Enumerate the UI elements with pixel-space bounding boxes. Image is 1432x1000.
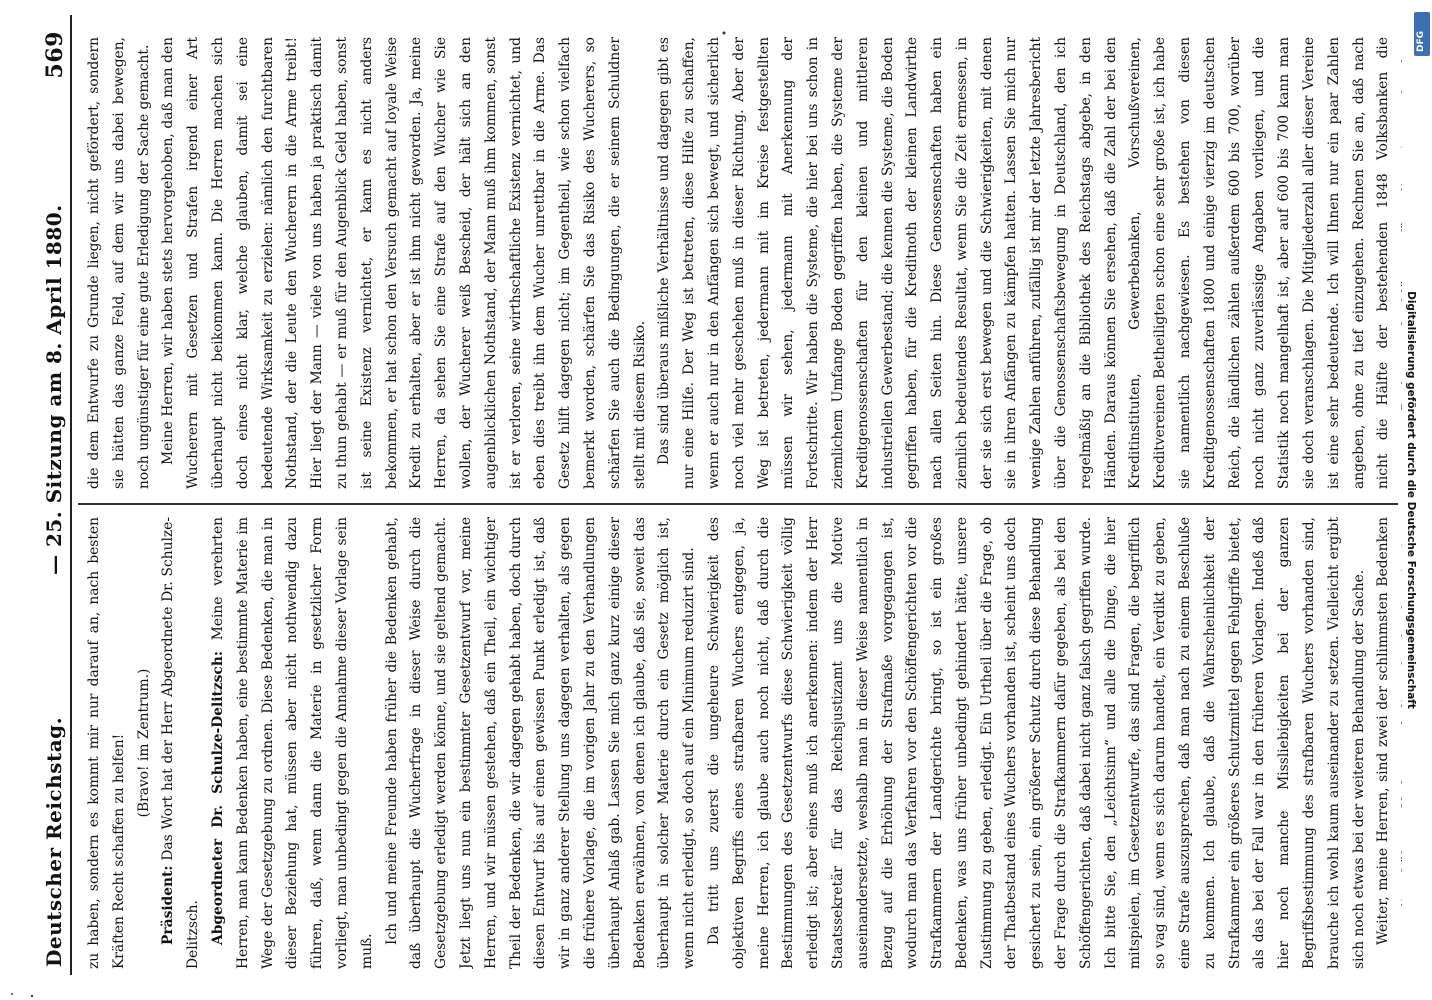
speaker-label: Präsident: — [160, 865, 177, 945]
header-title: Deutscher Reichstag. — [42, 716, 66, 967]
paragraph: Weiter, meine Herren, sind zwei der schlimmsten Bedenken — [1375, 517, 1392, 945]
dfg-logo: DFG — [1414, 12, 1430, 56]
speaker-text: Das Wort hat der Herr Abgeordnete Dr. Schulze-Delitzsch. — [160, 517, 202, 969]
column-divider — [78, 503, 1398, 505]
paragraph-speaker — [206, 517, 380, 969]
speaker-text: Meine verehrten Herren, man kann Bedenken haben, eine bestimmte Materie im Wege der Gesetzgebung zu ordnen. Diese Bedenken, die man in dieser Beziehung hat, müssen aber nicht nothwendig dazu führen, daß, wenn dann die Materie in gesetzlicher Form vorliegt, man unbedingt gegen die Annahme dieser Vorlage sein muß. — [209, 517, 375, 969]
paragraph: zu haben, sondern es kommt mir nur darauf an, nach besten Kräften Recht schaffen zu helfen! — [86, 517, 127, 969]
paragraph: Ich und meine Freunde haben früher die Bedenken gehabt, daß überhaupt die Wucherfrage in dieser Weise durch die Gesetzgebung erledigt werden könne, und sie geltend gemacht. Jetzt liegt uns nun ein bestimmter Gesetzentwurf vor, meine Herren, und wir müssen gestehen, daß ein Theil, ein wichtiger Theil der Bedenken, die wir dagegen gehabt haben, doch durch diesen Entwurf bis auf einen gewissen Punkt erledigt ist, daß wir in ganz anderer Stellung uns dagegen verhalten, als gegen die frühere Vorlage, die im vorigen Jahr zu den Verhandlungen überhaupt Anlaß gab. Lassen Sie mich ganz kurz einige dieser Bedenken erwähnen, von denen ich glaube, daß sie, soweit das überhaupt in solcher Materie durch ein Gesetz möglich ist, wenn nicht erledigt, so doch auf ein Minimum reduzirt sind. — [383, 517, 698, 969]
speaker-label: Abgeordneter Dr. Schulze-Delitzsch: — [209, 651, 226, 945]
header-rule — [70, 15, 72, 975]
header-session: — 25. Sitzung am 8. April 1880. — [42, 204, 66, 575]
credit-text: Digitalisierung gefördert durch die Deutsche Forschungsgemeinschaft — [1405, 291, 1417, 709]
rotated-page-content — [26, 15, 1426, 975]
digitization-credit — [1405, 291, 1429, 709]
applause-note: (Bravo! im Zentrum.) — [135, 668, 152, 818]
paragraph: Da tritt uns zuerst die ungeheure Schwierigkeit des objektiven Begriffs eines strafbaren Wuchers entgegen, ja, meine Herren, ich glaube auch noch nicht, daß durch die Bestimmungen des Gesetzentwurfs diese Schwierigkeit völlig erledigt ist; aber eines muß ich anerkennen: indem der Herr Staatssekretär für das Reichsjustizamt uns die Motive auseinandersetzte, weshalb man in dieser Weise namentlich in Bezug auf die Erhöhung der Strafmaße vorgegangen ist, wodurch man das Verfahren vor den Schöffengerichten vor die Strafkammern der Landgerichte bringt, so ist ein großes Bedenken, was uns früher unbedingt gehindert hätte, unsere Zustimmung zu geben, erledigt. Ein Urtheil über die Frage, ob der Thatbestand eines Wuchers vorhanden ist, scheint uns doch gesichert zu sein, ein größerer Schutz durch diese Behandlung der Frage durch die Strafkammern dafür gegeben, als bei den Schöffengerichten, daß dabei nicht ganz falsch gegriffen wurde. Ich bitte Sie, den „Leichtsinn“ und alle die Dinge, die hier mitspielen, im Gesetzentwurfe, das sind Fragen, die begrifflich so vag sind, wenn es sich darum handelt, ein Verdikt zu geben, eine Strafe auszusprechen, daß man nach zu einem Beschluße zu kommen. Ich glaube, daß die Wahrscheinlichkeit der Strafkammer ein größeres Schutzmittel gegen Fehlgriffe bietet, als das bei der Fall war in den früheren Vorlagen. Indeß daß hier noch manche Missliebigkeiten bei der ganzen Begriffsbestimmung des strafbaren Wuchers vorhanden sind, brauche ich wohl kaum auseinander zu setzen. Vielleicht ergibt sich noch etwas bei der weiteren Behandlung der Sache. — [705, 517, 1367, 969]
paragraph-president — [156, 517, 206, 969]
running-header — [38, 15, 72, 975]
paragraph: Das sind überaus mißliche Verhältnisse und dagegen gibt es nur eine Hilfe. Der Weg ist betreten, diese Hilfe zu schaffen, wenn er auch nur in den Anfängen sich bewegt, und sicherlich noch viel mehr geschehen muß in dieser Richtung. Aber der Weg ist betreten, jedermann mit im Kreise festgestellten müssen wir sehen, jedermann mit Anerkennung der Fortschritte. Wir haben die Systeme, die hier bei uns schon in ziemlichem Umfange Boden gegriffen haben, die Systeme der Kreditgenossenschaften für den kleinen und mittleren industriellen Gewerbestand; die kennen die Systeme, die Boden gegriffen haben, für die Kreditnoth der kleinen Landwirthe nach allen Seiten hin. Diese Genossenschaften haben ein ziemlich bedeutendes Resultat, wenn Sie die Zeit ermessen, in der sie sich erst bewegen und die Schwierigkeiten, mit denen sie in ihren Anfängen zu kämpfen hatten. Lassen Sie mich nur wenige Zahlen anführen, zufällig ist mir der letzte Jahresbericht über die Genossenschaftsbewegung in Deutschland, den ich regelmäßig an die Bibliothek des Reichstags abgebe, in den Händen. Daraus können Sie ersehen, daß die Zahl der bei den Kreditinstituten, Gewerbebanken, Vorschußvereinen, Kreditvereinen Betheiligten schon eine sehr große ist, ich habe sie namentlich nachgewiesen. Es bestehen von diesen Kreditgenossenschaften 1800 und einige vierzig im deutschen Reich, die ländlichen zählen außerdem 600 bis 700, worüber noch nicht ganz zuverlässige Angaben vorliegen, und die Statistik noch mangelhaft ist, aber auf 600 bis 700 kann man sie doch veranschlagen. Die Mitgliederzahl aller dieser Vereine ist eine sehr bedeutende. Ich will Ihnen nur ein paar Zahlen angeben, ohne zu tief einzugehen. Rechnen Sie an, daß nach nicht die Hälfte der bestehenden 1848 Volksbanken die — [656, 37, 1392, 489]
right-column — [82, 37, 1402, 489]
page-number: 569 — [42, 31, 68, 79]
paragraph: Meine Herren, wir haben stets hervorgehoben, daß man den Wucherern mit Gesetzen und Strafen irgend einer Art überhaupt nicht beikommen kann. Die Herren machen sich doch eines nicht klar, welche glauben, damit sei eine bedeutende Wirksamkeit zu erzielen: nämlich den furchtbaren Nothstand, der die Leute den Wucherern in die Arme treibt! Hier liegt der Mann — viele von uns haben ja praktisch damit zu thun gehabt — er muß für den Augenblick Geld haben, sonst ist seine Existenz vernichtet, er kann es nicht anders bekommen, er hat schon den Versuch gemacht auf loyale Weise Kredit zu erhalten, aber er ist ihm nicht geworden. Ja, meine Herren, da sehen Sie eine Strafe auf den Wucher wie Sie wollen, der Wucherer weiß Bescheid, der hält sich an den augenblicklichen Nothstand, der Mann muß ihm kommen, sonst ist er verloren, seine wirthschaftliche Existenz vernichtet, und eben dies treibt ihn dem Wucher unrettbar in die Arme. Das Gesetz hilft dagegen nicht; im Gegentheil, wie schon vielfach bemerkt worden, schärfen Sie das Risiko des Wucherers, so schärfen Sie auch die Bedingungen, die er seinem Schuldner stellt mit diesem Risiko. — [160, 37, 648, 489]
left-column — [82, 517, 1402, 969]
paragraph: die dem Entwurfe zu Grunde liegen, nicht gefördert, sondern sie hätten das ganze Feld, auf dem wir uns dabei bewegen, noch ungünstiger für eine gute Erledigung der Sache gemacht. — [86, 37, 152, 489]
